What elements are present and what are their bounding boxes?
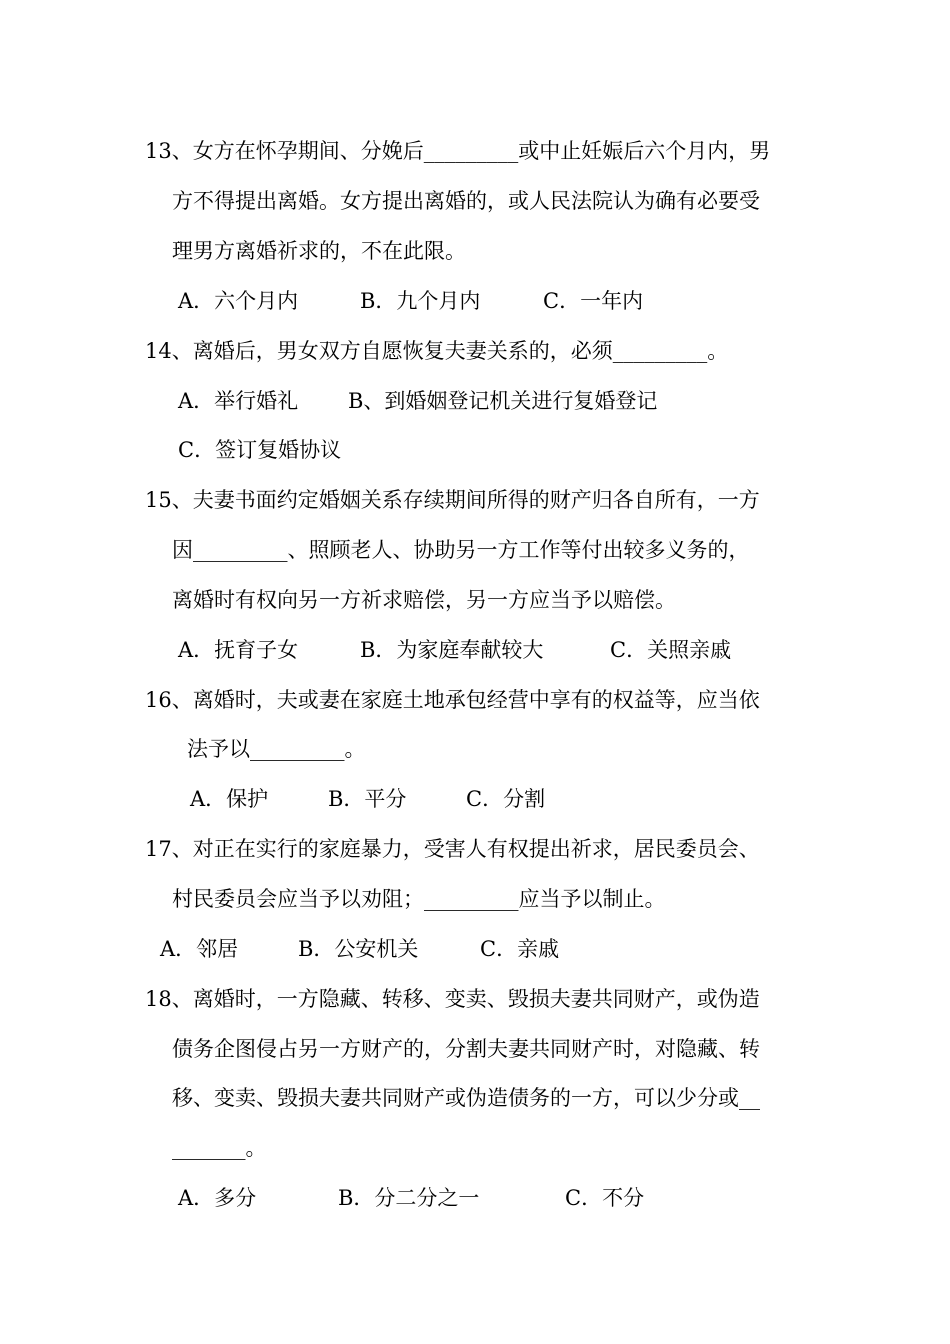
question-13-line-3: 理男方离婚祈求的，不在此限。	[172, 239, 466, 263]
question-18-line-3: 移、变卖、毁损夫妻共同财产或伪造债务的一方，可以少分或__	[172, 1086, 760, 1110]
question-16-option-a: A．保护	[190, 787, 269, 811]
question-13-option-a: A．六个月内	[178, 289, 299, 313]
question-15-line-1: 15、夫妻书面约定婚姻关系存续期间所得的财产归各自所有，一方	[145, 488, 760, 512]
question-17-option-a: A．邻居	[160, 937, 239, 961]
question-16-option-b: B．平分	[328, 787, 407, 811]
question-14-option-a: A．举行婚礼	[178, 389, 299, 413]
question-13-line-2: 方不得提出离婚。女方提出离婚的，或人民法院认为确有必要受	[172, 189, 760, 213]
question-17-option-b: B．公安机关	[298, 937, 419, 961]
question-13-option-c: C．一年内	[543, 289, 644, 313]
question-15-option-c: C．关照亲戚	[610, 638, 732, 662]
question-15-option-b: B．为家庭奉献较大	[360, 638, 544, 662]
question-18-option-b: B．分二分之一	[338, 1186, 480, 1210]
question-16-line-2: 法予以_________。	[187, 737, 366, 761]
question-14-option-b: B、到婚姻登记机关进行复婚登记	[348, 389, 658, 413]
question-18-line-1: 18、离婚时，一方隐藏、转移、变卖、毁损夫妻共同财产，或伪造	[145, 987, 760, 1011]
question-18-option-a: A．多分	[178, 1186, 257, 1210]
question-15-line-2: 因_________、照顾老人、协助另一方工作等付出较多义务的，	[172, 538, 750, 562]
question-13-option-b: B．九个月内	[360, 289, 481, 313]
question-17-line-2: 村民委员会应当予以劝阻；_________应当予以制止。	[172, 887, 666, 911]
question-18-line-4: _______。	[172, 1136, 267, 1160]
question-16-option-c: C．分割	[466, 787, 546, 811]
question-17-line-1: 17、对正在实行的家庭暴力，受害人有权提出祈求，居民委员会、	[145, 837, 760, 861]
question-14-line-1: 14、离婚后，男女双方自愿恢复夫妻关系的，必须_________。	[145, 339, 729, 363]
question-17-option-c: C．亲戚	[480, 937, 560, 961]
question-13-line-1: 13、女方在怀孕期间、分娩后_________或中止妊娠后六个月内，男	[145, 139, 771, 163]
question-18-line-2: 债务企图侵占另一方财产的，分割夫妻共同财产时，对隐藏、转	[172, 1037, 760, 1061]
question-18-option-c: C．不分	[565, 1186, 645, 1210]
question-16-line-1: 16、离婚时，夫或妻在家庭土地承包经营中享有的权益等，应当依	[145, 688, 760, 712]
question-15-option-a: A．抚育子女	[178, 638, 299, 662]
question-15-line-3: 离婚时有权向另一方祈求赔偿，另一方应当予以赔偿。	[172, 588, 676, 612]
question-14-option-c: C．签订复婚协议	[178, 438, 342, 462]
